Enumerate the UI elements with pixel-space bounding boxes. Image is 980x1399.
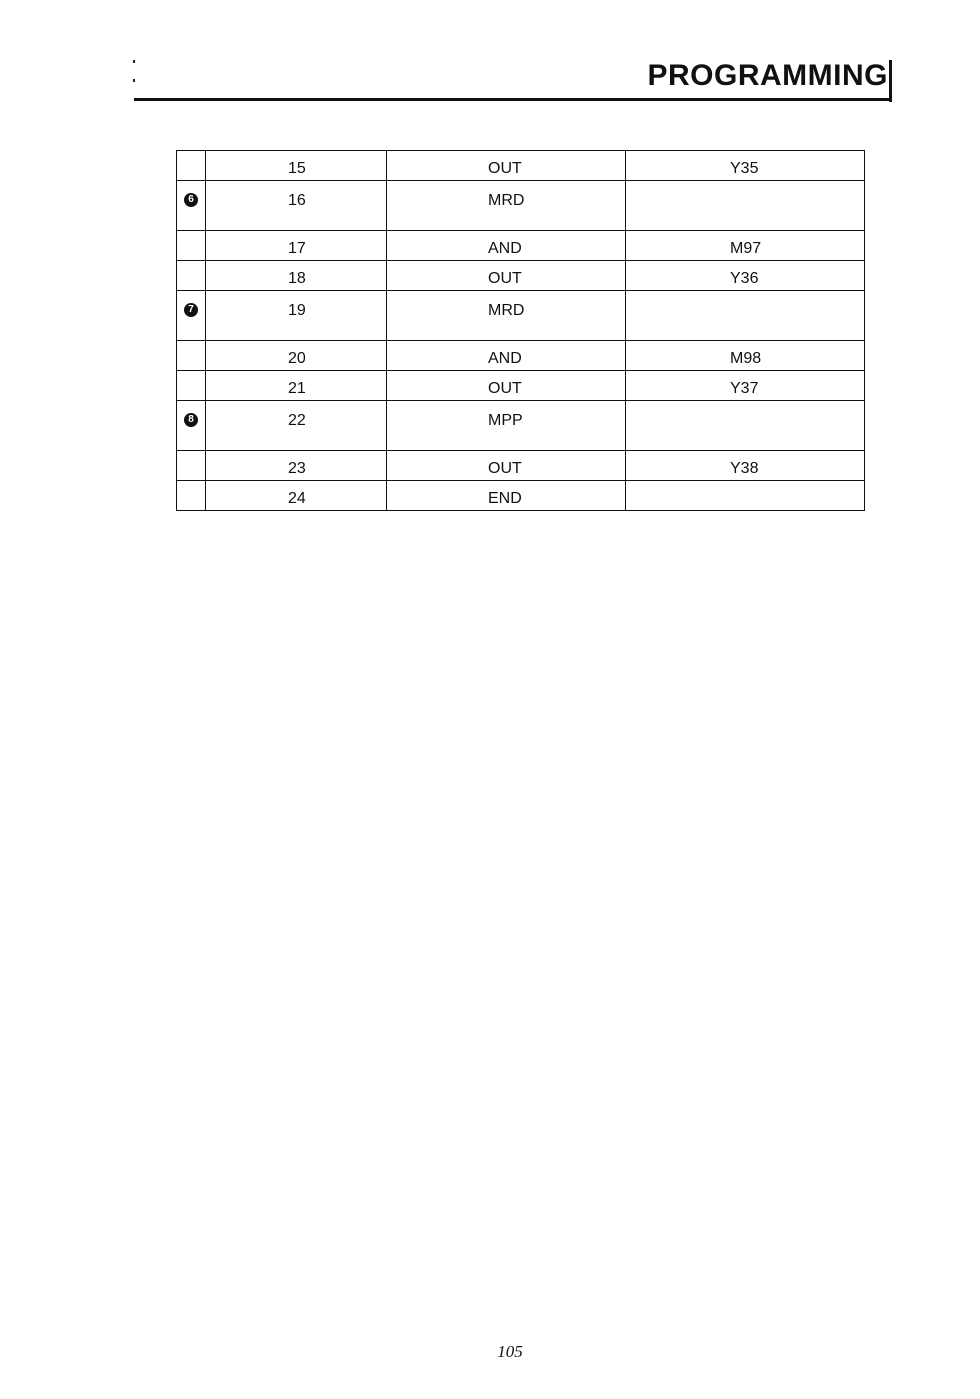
device-cell bbox=[626, 181, 865, 231]
device-cell bbox=[626, 151, 865, 181]
step-cell bbox=[206, 481, 387, 511]
step-cell bbox=[206, 181, 387, 231]
table-row bbox=[177, 401, 865, 451]
marker-wrap bbox=[177, 401, 205, 450]
device-cell bbox=[626, 401, 865, 451]
device-text bbox=[626, 401, 864, 412]
instruction-table bbox=[176, 150, 865, 511]
table-row bbox=[177, 291, 865, 341]
device-cell bbox=[626, 341, 865, 371]
marker-cell bbox=[177, 371, 206, 401]
page-number: 105 bbox=[497, 1342, 523, 1361]
device-text bbox=[626, 181, 864, 192]
step-number: 23 bbox=[288, 460, 306, 477]
instruction-text: OUT bbox=[488, 270, 522, 287]
instruction-text: MPP bbox=[488, 412, 523, 429]
step-number: 20 bbox=[288, 350, 306, 367]
marker-cell bbox=[177, 341, 206, 371]
instruction-cell bbox=[387, 231, 626, 261]
instruction-text: OUT bbox=[488, 160, 522, 177]
device-text: Y35 bbox=[730, 160, 759, 177]
instruction-cell bbox=[387, 291, 626, 341]
step-cell bbox=[206, 231, 387, 261]
step-number: 16 bbox=[288, 192, 306, 209]
instruction-text: AND bbox=[488, 350, 522, 367]
marker-wrap bbox=[177, 181, 205, 230]
step-cell bbox=[206, 291, 387, 341]
device-cell bbox=[626, 231, 865, 261]
marker-cell bbox=[177, 231, 206, 261]
table-row bbox=[177, 371, 865, 401]
instruction-cell bbox=[387, 401, 626, 451]
marker-cell bbox=[177, 451, 206, 481]
margin-mark bbox=[133, 79, 135, 82]
instruction-table-body bbox=[177, 151, 865, 511]
device-text: Y37 bbox=[730, 380, 759, 397]
instruction-text: OUT bbox=[488, 460, 522, 477]
numbered-circle-icon: 6 bbox=[184, 193, 198, 207]
marker-wrap bbox=[177, 291, 205, 340]
numbered-circle-icon: 8 bbox=[184, 413, 198, 427]
instruction-text: AND bbox=[488, 240, 522, 257]
table-row bbox=[177, 261, 865, 291]
marker-cell bbox=[177, 481, 206, 511]
device-cell bbox=[626, 481, 865, 511]
instruction-cell bbox=[387, 451, 626, 481]
table-row bbox=[177, 481, 865, 511]
step-number: 19 bbox=[288, 302, 306, 319]
marker-cell bbox=[177, 151, 206, 181]
instruction-cell bbox=[387, 151, 626, 181]
marker-cell bbox=[177, 181, 206, 231]
device-text bbox=[626, 291, 864, 302]
device-text: M98 bbox=[730, 350, 762, 367]
device-text: M97 bbox=[730, 240, 762, 257]
step-number: 17 bbox=[288, 240, 306, 257]
device-cell bbox=[626, 371, 865, 401]
step-number: 15 bbox=[288, 160, 306, 177]
marker-cell bbox=[177, 291, 206, 341]
instruction-text: OUT bbox=[488, 380, 522, 397]
instruction-cell bbox=[387, 481, 626, 511]
numbered-circle-icon: 7 bbox=[184, 303, 198, 317]
step-number: 22 bbox=[288, 412, 306, 429]
step-cell bbox=[206, 401, 387, 451]
step-cell bbox=[206, 451, 387, 481]
instruction-cell bbox=[387, 181, 626, 231]
marker-cell bbox=[177, 401, 206, 451]
device-cell bbox=[626, 451, 865, 481]
page-title: PROGRAMMING bbox=[647, 59, 888, 92]
table-row bbox=[177, 151, 865, 181]
table-row bbox=[177, 181, 865, 231]
table-row bbox=[177, 341, 865, 371]
step-number: 18 bbox=[288, 270, 306, 287]
instruction-cell bbox=[387, 341, 626, 371]
device-text: Y38 bbox=[730, 460, 759, 477]
margin-mark bbox=[133, 60, 135, 63]
step-cell bbox=[206, 341, 387, 371]
table-row bbox=[177, 451, 865, 481]
instruction-cell bbox=[387, 371, 626, 401]
step-cell bbox=[206, 261, 387, 291]
header-bar bbox=[889, 60, 892, 102]
device-text: Y36 bbox=[730, 270, 759, 287]
instruction-text: MRD bbox=[488, 192, 525, 209]
instruction-text: MRD bbox=[488, 302, 525, 319]
instruction-text: END bbox=[488, 490, 522, 507]
table-row bbox=[177, 231, 865, 261]
marker-cell bbox=[177, 261, 206, 291]
step-cell bbox=[206, 371, 387, 401]
header-rule bbox=[134, 98, 892, 101]
step-cell bbox=[206, 151, 387, 181]
step-number: 21 bbox=[288, 380, 306, 397]
device-cell bbox=[626, 261, 865, 291]
instruction-cell bbox=[387, 261, 626, 291]
device-text bbox=[626, 509, 864, 510]
step-number: 24 bbox=[288, 490, 306, 507]
device-cell bbox=[626, 291, 865, 341]
